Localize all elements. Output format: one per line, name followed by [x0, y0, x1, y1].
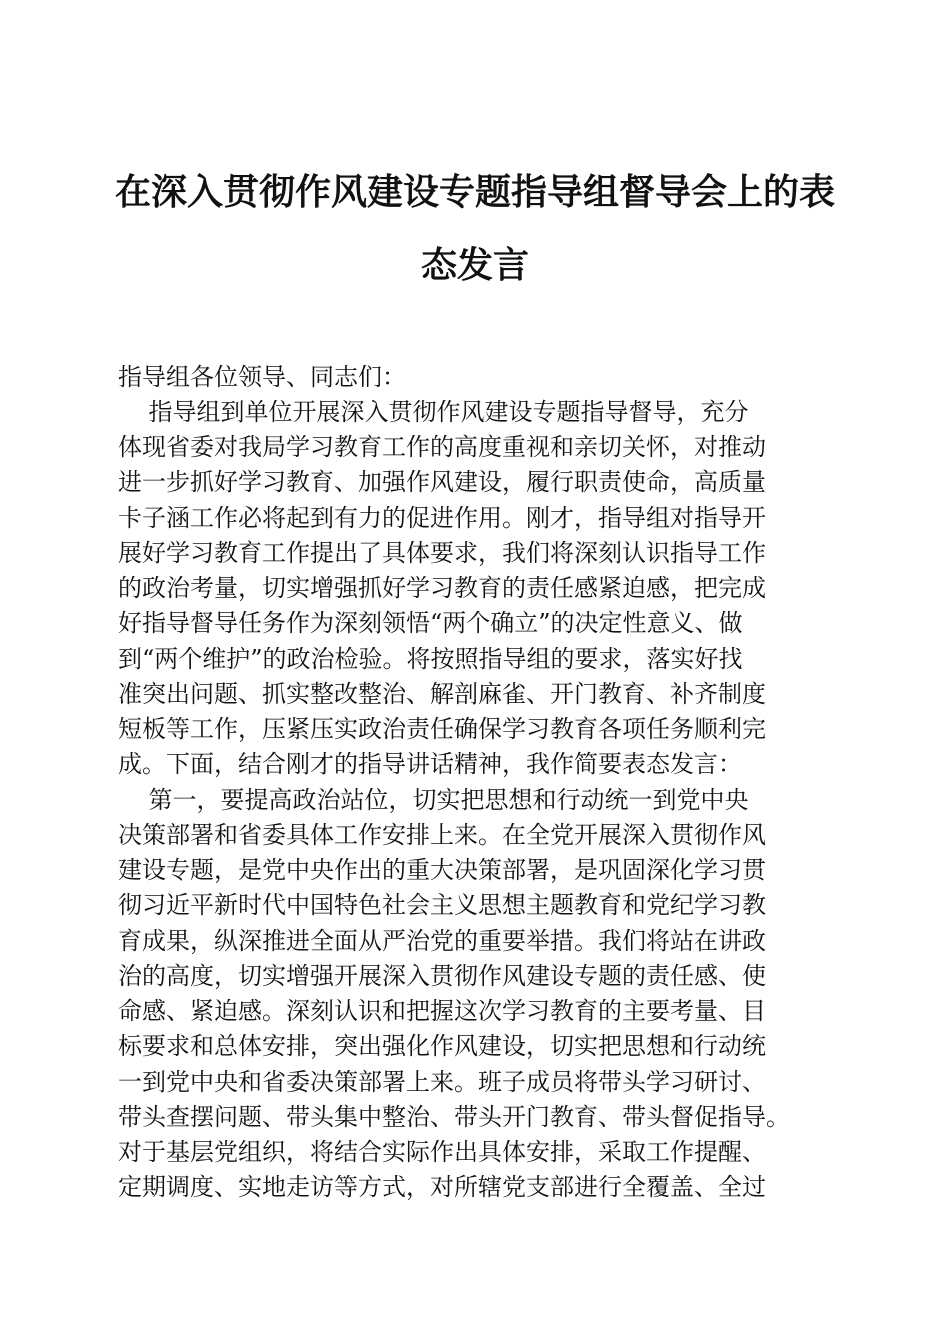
body-line: 准突出问题、抓实整改整治、解剖麻雀、开门教育、补齐制度 [118, 680, 766, 708]
body-line: 卡子涵工作必将起到有力的促进作用。刚才，指导组对指导开 [118, 504, 766, 532]
body-line: 的政治考量，切实增强抓好学习教育的责任感紧迫感，把完成 [118, 574, 766, 602]
body-line: 成。下面，结合刚才的指导讲话精神，我作简要表态发言： [118, 750, 742, 778]
document-title-line-2: 态发言 [420, 244, 529, 286]
body-line: 进一步抓好学习教育、加强作风建设，履行职责使命，高质量 [118, 468, 766, 496]
body-line: 彻习近平新时代中国特色社会主义思想主题教育和党纪学习教 [118, 891, 766, 919]
body-line: 好指导督导任务作为深刻领悟“两个确立”的决定性意义、做 [118, 609, 743, 637]
body-line: 定期调度、实地走访等方式，对所辖党支部进行全覆盖、全过 [118, 1173, 766, 1201]
body-line: 第一，要提高政治站位，切实把思想和行动统一到党中央 [118, 786, 749, 814]
salutation: 指导组各位领导、同志们： [118, 363, 406, 391]
body-line: 治的高度，切实增强开展深入贯彻作风建设专题的责任感、使 [118, 962, 766, 990]
document-title-line-1: 在深入贯彻作风建设专题指导组督导会上的表 [114, 171, 835, 213]
body-line: 育成果，纵深推进全面从严治党的重要举措。我们将站在讲政 [118, 927, 766, 955]
body-line: 带头查摆问题、带头集中整治、带头开门教育、带头督促指导。 [118, 1103, 790, 1131]
body-line: 建设专题，是党中央作出的重大决策部署，是巩固深化学习贯 [118, 856, 766, 884]
body-line: 展好学习教育工作提出了具体要求，我们将深刻认识指导工作 [118, 539, 766, 567]
body-line: 命感、紧迫感。深刻认识和把握这次学习教育的主要考量、目 [118, 997, 766, 1025]
body-line: 到“两个维护”的政治检验。将按照指导组的要求，落实好找 [118, 645, 743, 673]
body-line: 指导组到单位开展深入贯彻作风建设专题指导督导，充分 [118, 398, 749, 426]
body-line: 短板等工作，压紧压实政治责任确保学习教育各项任务顺利完 [118, 715, 766, 743]
body-line: 标要求和总体安排，突出强化作风建设，切实把思想和行动统 [118, 1032, 766, 1060]
body-line: 一到党中央和省委决策部署上来。班子成员将带头学习研讨、 [118, 1068, 766, 1096]
body-line: 对于基层党组织，将结合实际作出具体安排，采取工作提醒、 [118, 1138, 766, 1166]
body-line: 决策部署和省委具体工作安排上来。在全党开展深入贯彻作风 [118, 821, 766, 849]
body-line: 体现省委对我局学习教育工作的高度重视和亲切关怀，对推动 [118, 433, 766, 461]
